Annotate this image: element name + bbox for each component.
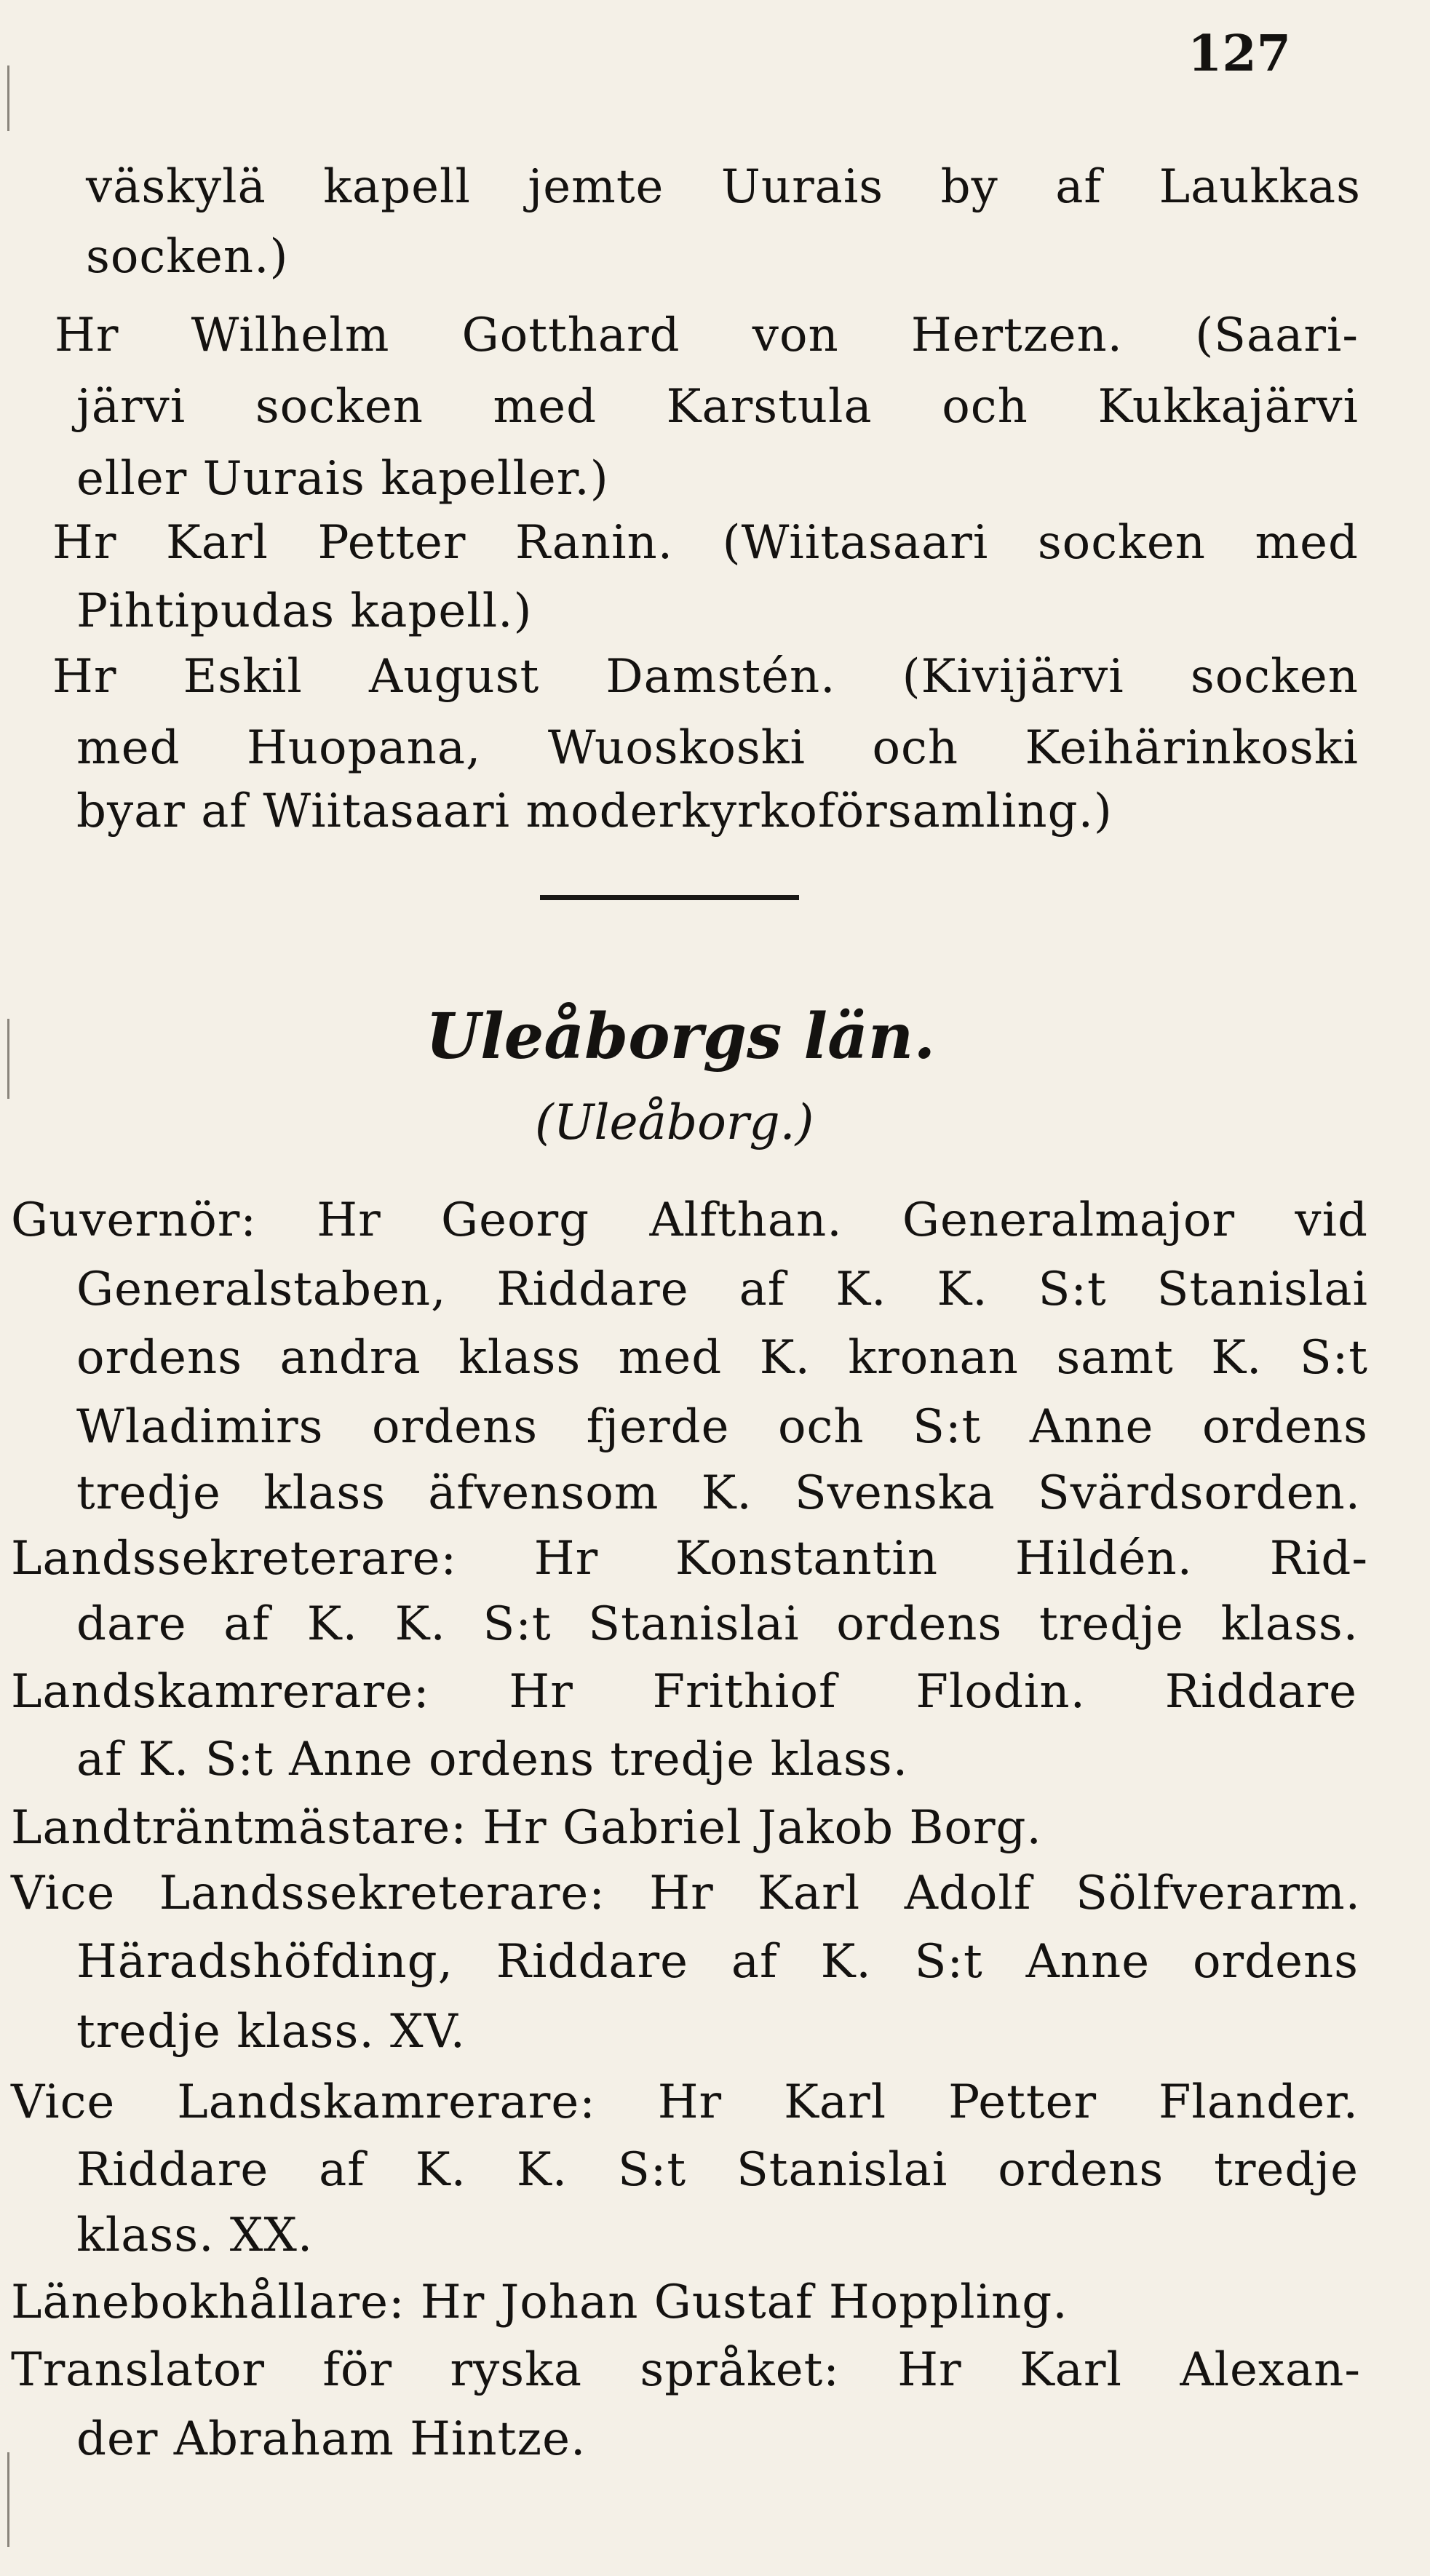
- official-line: Landträntmästare: Hr Gabriel Jakob Borg.: [11, 1801, 1042, 1855]
- official-line: Guvernör: Hr Georg Alfthan. Generalmajor vid: [11, 1193, 1368, 1247]
- text-line: eller Uurais kapeller.): [76, 452, 609, 506]
- official-line: Riddare af K. K. S:t Stanislai ordens tredje: [76, 2143, 1359, 2197]
- text-line: väskylä kapell jemte Uurais by af Laukkas: [86, 160, 1361, 214]
- text-line: med Huopana, Wuoskoski och Keihärinkoski: [76, 721, 1359, 775]
- official-line: af K. S:t Anne ordens tredje klass.: [76, 1733, 909, 1786]
- text-line: byar af Wiitasaari moderkyrkoförsamling.): [76, 784, 1113, 838]
- official-line: Wladimirs ordens fjerde och S:t Anne ordens: [76, 1400, 1368, 1454]
- section-divider: [540, 895, 799, 900]
- official-line: tredje klass äfvensom K. Svenska Svärdsorden.: [76, 1466, 1361, 1520]
- section-heading: Uleåborgs län.: [426, 1000, 936, 1073]
- official-line: tredje klass. XV.: [76, 2005, 466, 2059]
- official-line: Generalstaben, Riddare af K. K. S:t Stanislai: [76, 1263, 1368, 1316]
- section-subheading: (Uleåborg.): [535, 1094, 814, 1150]
- margin-mark: [7, 65, 9, 131]
- official-line: Länebokhållare: Hr Johan Gustaf Hoppling.: [11, 2275, 1068, 2329]
- official-line: ordens andra klass med K. kronan samt K. S:t: [76, 1331, 1368, 1385]
- text-line: järvi socken med Karstula och Kukkajärvi: [76, 380, 1359, 434]
- official-line: klass. XX.: [76, 2209, 314, 2262]
- official-line: Häradshöfding, Riddare af K. S:t Anne ordens: [76, 1935, 1359, 1989]
- text-line: socken.): [86, 230, 289, 284]
- official-line: Landskamrerare: Hr Frithiof Flodin. Riddare: [11, 1665, 1357, 1719]
- official-line: Vice Landssekreterare: Hr Karl Adolf Sölfverarm.: [11, 1867, 1361, 1920]
- text-line: Pihtipudas kapell.): [76, 584, 533, 638]
- margin-mark: [7, 1019, 9, 1099]
- margin-mark: [7, 2452, 9, 2547]
- official-line: Landssekreterare: Hr Konstantin Hildén. Rid-: [11, 1532, 1368, 1586]
- text-line: Hr Wilhelm Gotthard von Hertzen. (Saari-: [55, 309, 1359, 362]
- official-line: der Abraham Hintze.: [76, 2412, 587, 2466]
- official-line: Translator för ryska språket: Hr Karl Alexan-: [11, 2343, 1361, 2397]
- official-line: dare af K. K. S:t Stanislai ordens tredje klass.: [76, 1597, 1359, 1651]
- text-line: Hr Eskil August Damstén. (Kivijärvi socken: [52, 650, 1359, 704]
- official-line: Vice Landskamrerare: Hr Karl Petter Flander.: [11, 2075, 1359, 2129]
- text-line: Hr Karl Petter Ranin. (Wiitasaari socken med: [52, 516, 1359, 570]
- page-number: 127: [1188, 25, 1291, 83]
